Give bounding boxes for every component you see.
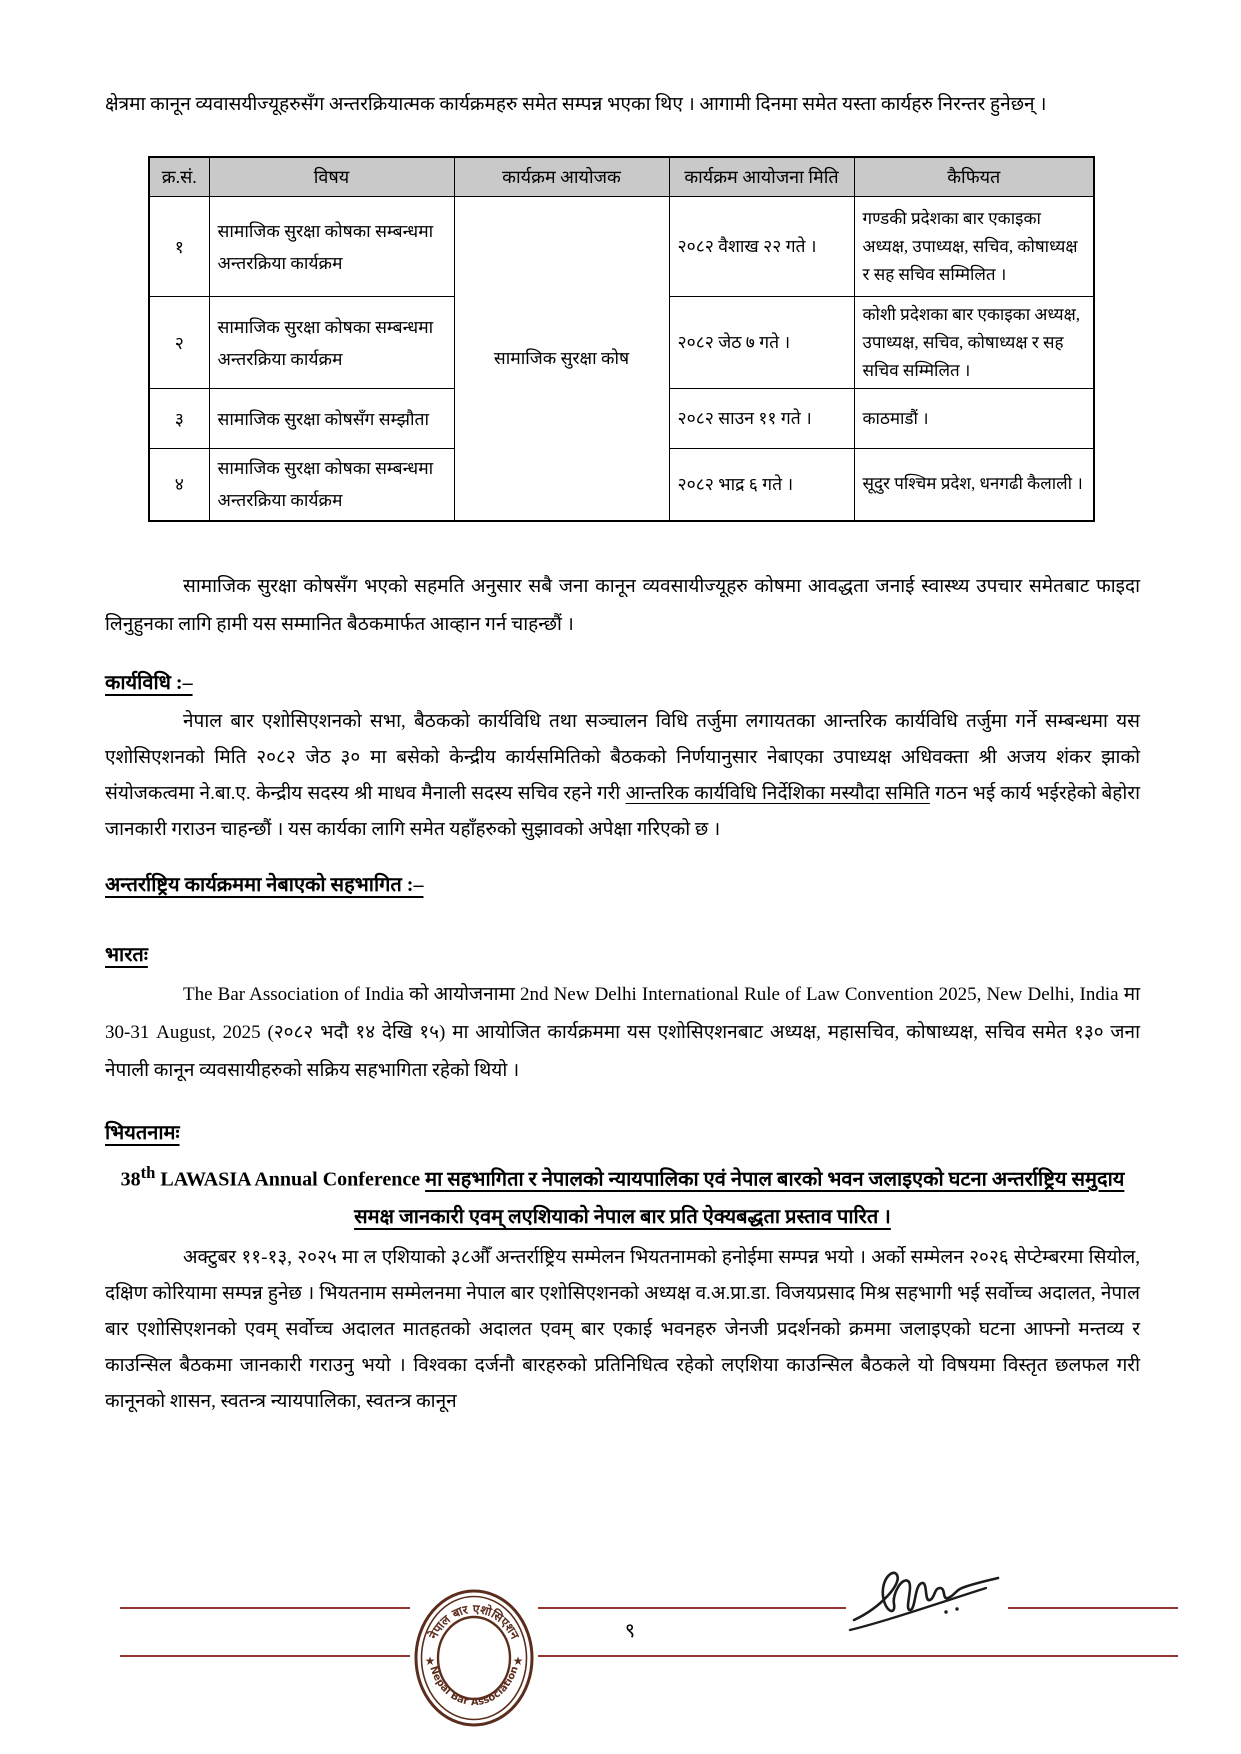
procedure-heading: कार्यविधि :– (105, 671, 193, 694)
signature-icon (846, 1564, 1008, 1652)
agreement-paragraph: सामाजिक सुरक्षा कोषसँग भएको सहमति अनुसार सबै जना कानून व्यवसायीज्यूहरु कोषमा आवद्धता जनाई स्वास्थ्य उपचार समेतबाट फाइदा लिनुहुनका लागि हामी यस सम्मानित बैठकमार्फत आव्हान गर्न चाहन्छौं । (105, 575, 1140, 635)
svg-text:Nepal Bar Association (427, 1665, 521, 1708)
vietnam-headline (105, 1154, 1140, 1237)
seal-stamp-icon (411, 1586, 537, 1730)
header-subject: विषय (209, 157, 454, 197)
vietnam-heading: भियतनामः (105, 1121, 180, 1144)
vietnam-paragraph: अक्टुबर ११-१३, २०२५ मा ल एशियाको ३८औँ अन्तर्राष्ट्रिय सम्मेलन भियतनामको हनोईमा सम्पन्न भयो । अर्को सम्मेलन २०२६ सेप्टेम्बरमा सियोल, दक्षिण कोरियामा सम्पन्न हुनेछ । भियतनाम सम्मेलनमा नेपाल बार एशोसिएशनको अध्यक्ष व.अ.प्रा.डा. विजयप्रसाद मिश्र सहभागी भई सर्वोच्च अदालत, नेपाल बार एशोसिएशनको एवम् सर्वोच्च अदालत मातहतको अदालत एवम् बार एकाई भवनहरु जेनजी प्रदर्शनको क्रममा जलाइएको घटना आफ्नो मन्तव्य र काउन्सिल बैठकमा जानकारी गराउनु भयो । विश्वका दर्जनौ बारहरुको प्रतिनिधित्व रहेको लएशिया काउन्सिल बैठकले यो विषयमा विस्तृत छलफल गरी कानूनको शासन, स्वतन्त्र न्यायपालिका, स्वतन्त्र कानून (105, 1247, 1140, 1413)
table-row (149, 197, 1094, 297)
cell-remarks: सूदुर पश्चिम प्रदेश, धनगढी कैलाली । (854, 449, 1094, 521)
procedure-text-underlined: आन्तरिक कार्यविधि निर्देशिका मस्यौदा समिति (625, 782, 930, 804)
headline-nepali-underlined: मा सहभागिता र नेपालको न्यायपालिका एवं नेपाल बारको भवन जलाइएको घटना अन्तर्राष्ट्रिय समुदाय समक्ष जानकारी एवम् लएशियाको नेपाल बार प्रति ऐक्यबद्धता प्रस्ताव पारित । (354, 1168, 1125, 1229)
header-remarks: कैफियत (854, 157, 1094, 197)
header-organizer: कार्यक्रम आयोजक (454, 157, 669, 197)
svg-text:नेपाल बार एशोसिएशन (426, 1602, 523, 1643)
cell-date: २०८२ भाद्र ६ गते । (669, 449, 854, 521)
cell-remarks: काठमाडौं । (854, 389, 1094, 449)
header-sn: क्र.सं. (149, 157, 209, 197)
table-header-row (149, 157, 1094, 197)
cell-organizer-merged: सामाजिक सुरक्षा कोष (454, 197, 669, 521)
cell-sn: १ (149, 197, 209, 297)
procedure-text-after: गठन भई कार्य भईरहेको बेहोरा जानकारी गराउन चाहन्छौं । यस कार्यका लागि समेत यहाँहरुको सुझावको अपेक्षा गरिएको छ । (105, 782, 1140, 840)
headline-ordinal-suffix: th (140, 1162, 156, 1182)
cell-remarks: कोशी प्रदेशका बार एकाइका अध्यक्ष, उपाध्यक्ष, सचिव, कोषाध्यक्ष र सह सचिव सम्मिलित । (854, 297, 1094, 389)
signature (846, 1564, 1008, 1652)
cell-subject: सामाजिक सुरक्षा कोषसँग सम्झौता (209, 389, 454, 449)
cell-sn: ४ (149, 449, 209, 521)
headline-latin: LAWASIA Annual Conference (155, 1168, 426, 1191)
india-paragraph: The Bar Association of India को आयोजनामा 2nd New Delhi International Rule of Law Convention 2025, New Delhi, India मा 30-31 August, 2025 (२०८२ भदौ १४ देखि १५) मा आयोजित कार्यक्रममा यस एशोसिएशनबाट अध्यक्ष, महासचिव, कोषाध्यक्ष, सचिव समेत १३० जना नेपाली कानून व्यवसायीहरुको सक्रिय सहभागिता रहेको थियो । (105, 983, 1140, 1081)
procedure-paragraph (105, 704, 1140, 848)
cell-subject: सामाजिक सुरक्षा कोषका सम्बन्धमा अन्तरक्रिया कार्यक्रम (209, 297, 454, 389)
cell-sn: ३ (149, 389, 209, 449)
cell-subject: सामाजिक सुरक्षा कोषका सम्बन्धमा अन्तरक्रिया कार्यक्रम (209, 449, 454, 521)
procedure-text-before: नेपाल बार एशोसिएशनको सभा, बैठकको कार्यविधि तथा सञ्चालन विधि तर्जुमा लगायतका आन्तरिक कार्यविधि तर्जुमा गर्ने सम्बन्धमा यस एशोसिएशनको मिति २०८२ जेठ ३० मा बसेको केन्द्रीय कार्यसमितिको बैठकको निर्णयानुसार नेबाएका उपाध्यक्ष अधिवक्ता श्री अजय शंकर झाको संयोजकत्वमा ने.बा.ए. केन्द्रीय सदस्य श्री माधव मैनाली सदस्य सचिव रहने गरी (105, 710, 1140, 804)
programs-table (148, 156, 1095, 522)
cell-remarks: गण्डकी प्रदेशका बार एकाइका अध्यक्ष, उपाध्यक्ष, सचिव, कोषाध्यक्ष र सह सचिव सम्मिलित । (854, 197, 1094, 297)
page-number: ९ (624, 1618, 636, 1642)
stamp-star-left-icon: ★ (424, 1654, 436, 1668)
cell-date: २०८२ साउन ११ गते । (669, 389, 854, 449)
nepal-bar-seal-stamp (410, 1584, 538, 1732)
cell-date: २०८२ जेठ ७ गते । (669, 297, 854, 389)
stamp-star-right-icon: ★ (512, 1654, 524, 1668)
cell-date: २०८२ वैशाख २२ गते । (669, 197, 854, 297)
stamp-text-bottom: Nepal Bar Association (427, 1664, 521, 1709)
footer-rule-bottom (120, 1655, 1178, 1657)
header-date: कार्यक्रम आयोजना मिति (669, 157, 854, 197)
stamp-text-top: नेपाल बार एशोसिएशन (426, 1601, 522, 1642)
cell-sn: २ (149, 297, 209, 389)
international-heading: अन्तर्राष्ट्रिय कार्यक्रममा नेबाएको सहभागित :– (105, 873, 424, 896)
footer-rule-top (120, 1607, 1178, 1609)
headline-number: 38 (120, 1168, 141, 1191)
cell-subject: सामाजिक सुरक्षा कोषका सम्बन्धमा अन्तरक्रिया कार्यक्रम (209, 197, 454, 297)
india-heading: भारतः (105, 943, 148, 966)
intro-paragraph: क्षेत्रमा कानून व्यवासयीज्यूहरुसँग अन्तरक्रियात्मक कार्यक्रमहरु समेत सम्पन्न भएका थिए । आगामी दिनमा समेत यस्ता कार्यहरु निरन्तर हुनेछन् । (105, 94, 1047, 115)
